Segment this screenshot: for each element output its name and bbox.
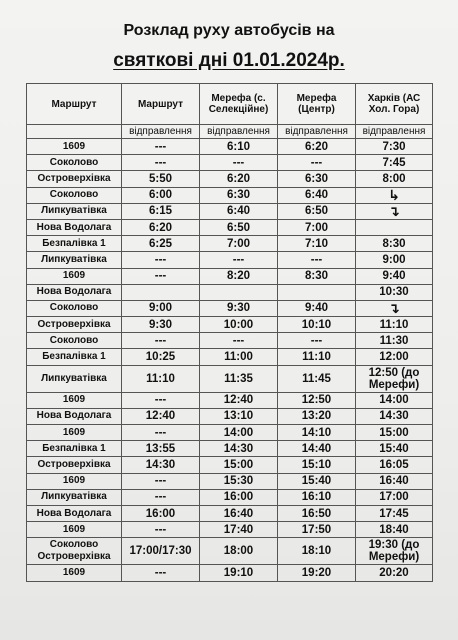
time-cell: --- [278, 155, 356, 171]
time-cell: 15:30 [200, 473, 278, 489]
time-cell: 16:50 [278, 505, 356, 521]
time-cell: 15:40 [278, 473, 356, 489]
schedule-body [27, 125, 433, 582]
time-cell: 9:00 [122, 300, 200, 316]
table-row [27, 300, 433, 316]
table-row [27, 187, 433, 203]
time-cell: --- [200, 155, 278, 171]
time-cell: 13:10 [200, 408, 278, 424]
time-cell: 14:30 [200, 441, 278, 457]
header-route: Маршрут [27, 84, 122, 125]
table-row [27, 365, 433, 392]
time-cell: 14:30 [122, 457, 200, 473]
time-cell: 16:10 [278, 489, 356, 505]
time-cell: 18:10 [278, 538, 356, 565]
time-cell: 17:40 [200, 522, 278, 538]
table-row [27, 505, 433, 521]
stop-cell: Островерхівка [27, 171, 122, 187]
stop-cell: Островерхівка [27, 317, 122, 333]
time-cell: 6:20 [122, 219, 200, 235]
table-row [27, 441, 433, 457]
time-cell: --- [122, 473, 200, 489]
time-cell: 8:00 [356, 171, 433, 187]
time-cell: 6:50 [200, 219, 278, 235]
time-cell: 19:10 [200, 565, 278, 581]
time-cell: --- [122, 252, 200, 268]
time-cell: 11:10 [278, 349, 356, 365]
stop-cell: Нова Водолага [27, 505, 122, 521]
time-cell: 16:00 [122, 505, 200, 521]
time-cell: 16:00 [200, 489, 278, 505]
table-row [27, 268, 433, 284]
time-cell: 14:30 [356, 408, 433, 424]
stop-cell: 1609 [27, 425, 122, 441]
time-cell [122, 284, 200, 300]
time-cell: 10:00 [200, 317, 278, 333]
time-cell: 11:10 [122, 365, 200, 392]
time-cell: --- [122, 268, 200, 284]
time-cell: 18:40 [356, 522, 433, 538]
time-cell: 7:45 [356, 155, 433, 171]
stop-cell: Липкуватівка [27, 365, 122, 392]
time-cell [200, 284, 278, 300]
stop-cell: Соколово [27, 155, 122, 171]
time-cell: 11:00 [200, 349, 278, 365]
time-cell: 6:15 [122, 203, 200, 219]
time-cell: 8:30 [278, 268, 356, 284]
time-cell: 6:20 [278, 139, 356, 155]
time-cell: 16:40 [200, 505, 278, 521]
table-row [27, 155, 433, 171]
stop-cell: Островерхівка [27, 457, 122, 473]
time-cell: 9:30 [122, 317, 200, 333]
time-cell: --- [200, 333, 278, 349]
time-cell: 13:55 [122, 441, 200, 457]
page-title: Розклад руху автобусів на [123, 22, 335, 39]
table-row [27, 392, 433, 408]
time-cell: --- [122, 139, 200, 155]
time-cell: ↴ [356, 300, 433, 316]
time-cell: 11:35 [200, 365, 278, 392]
time-cell: 10:25 [122, 349, 200, 365]
time-cell: ↴ [356, 203, 433, 219]
sub-header-row [27, 125, 433, 139]
table-row [27, 489, 433, 505]
stop-cell: Липкуватівка [27, 489, 122, 505]
table-row [27, 219, 433, 235]
time-cell: 19:20 [278, 565, 356, 581]
sub-header-cell: відправлення [200, 125, 278, 139]
time-cell: 12:00 [356, 349, 433, 365]
time-cell: 9:30 [200, 300, 278, 316]
time-cell: 10:30 [356, 284, 433, 300]
time-cell: 15:40 [356, 441, 433, 457]
time-cell: 9:40 [356, 268, 433, 284]
stop-cell: Нова Водолага [27, 408, 122, 424]
stop-cell: Соколово [27, 187, 122, 203]
time-cell: 11:30 [356, 333, 433, 349]
table-row [27, 349, 433, 365]
table-row [27, 522, 433, 538]
time-cell [356, 219, 433, 235]
stop-cell: Безпалівка 1 [27, 236, 122, 252]
time-cell: 6:50 [278, 203, 356, 219]
stop-cell: 1609 [27, 565, 122, 581]
time-cell: 12:50 [278, 392, 356, 408]
time-cell: 16:40 [356, 473, 433, 489]
time-cell: 12:40 [200, 392, 278, 408]
time-cell: 15:10 [278, 457, 356, 473]
stop-cell: 1609 [27, 392, 122, 408]
sub-header-cell: відправлення [278, 125, 356, 139]
header-row [27, 84, 433, 125]
time-cell: 19:30 (до Мерефи) [356, 538, 433, 565]
stop-cell: Соколово [27, 300, 122, 316]
table-row [27, 139, 433, 155]
stop-cell: 1609 [27, 139, 122, 155]
table-row [27, 284, 433, 300]
time-cell: 17:00/17:30 [122, 538, 200, 565]
stop-cell: Липкуватівка [27, 252, 122, 268]
table-row [27, 457, 433, 473]
time-cell: 14:10 [278, 425, 356, 441]
time-cell: 6:00 [122, 187, 200, 203]
time-cell: 6:10 [200, 139, 278, 155]
schedule-table [26, 83, 433, 582]
stop-cell: 1609 [27, 473, 122, 489]
table-row [27, 236, 433, 252]
header-merefa-center: Мерефа (Центр) [278, 84, 356, 125]
time-cell: 12:40 [122, 408, 200, 424]
time-cell: 6:25 [122, 236, 200, 252]
time-cell: 10:10 [278, 317, 356, 333]
sub-header-cell: відправлення [122, 125, 200, 139]
stop-cell: 1609 [27, 522, 122, 538]
time-cell: 7:00 [200, 236, 278, 252]
time-cell: 13:20 [278, 408, 356, 424]
time-cell: 6:30 [278, 171, 356, 187]
header-route-departure: Маршрут [122, 84, 200, 125]
time-cell: 16:05 [356, 457, 433, 473]
time-cell: 6:40 [200, 203, 278, 219]
stop-cell: Соколово [27, 333, 122, 349]
page-subtitle: святкові дні 01.01.2024р. [113, 50, 345, 71]
time-cell: 9:40 [278, 300, 356, 316]
sub-header-cell: відправлення [356, 125, 433, 139]
time-cell: 17:45 [356, 505, 433, 521]
time-cell: 6:30 [200, 187, 278, 203]
time-cell: --- [122, 392, 200, 408]
stop-cell: Нова Водолага [27, 219, 122, 235]
time-cell: --- [122, 155, 200, 171]
table-row [27, 425, 433, 441]
time-cell [278, 284, 356, 300]
stop-cell: Безпалівка 1 [27, 349, 122, 365]
table-row [27, 473, 433, 489]
time-cell: 14:40 [278, 441, 356, 457]
time-cell: 17:50 [278, 522, 356, 538]
time-cell: 18:00 [200, 538, 278, 565]
time-cell: 11:10 [356, 317, 433, 333]
table-row [27, 565, 433, 581]
time-cell: 5:50 [122, 171, 200, 187]
time-cell: 14:00 [200, 425, 278, 441]
stop-cell: Липкуватівка [27, 203, 122, 219]
time-cell: 12:50 (до Мерефи) [356, 365, 433, 392]
time-cell: --- [278, 333, 356, 349]
header-merefa-selektsiine: Мерефа (с. Селекційне) [200, 84, 278, 125]
table-row [27, 203, 433, 219]
stop-cell: 1609 [27, 268, 122, 284]
time-cell: 9:00 [356, 252, 433, 268]
time-cell: 6:40 [278, 187, 356, 203]
time-cell: --- [122, 565, 200, 581]
time-cell: 8:20 [200, 268, 278, 284]
time-cell: 7:10 [278, 236, 356, 252]
time-cell: 11:45 [278, 365, 356, 392]
time-cell: 15:00 [200, 457, 278, 473]
stop-cell: Нова Водолага [27, 284, 122, 300]
time-cell: 17:00 [356, 489, 433, 505]
table-row [27, 408, 433, 424]
time-cell: --- [278, 252, 356, 268]
time-cell: 15:00 [356, 425, 433, 441]
header-kharkiv: Харків (АС Хол. Гора) [356, 84, 433, 125]
table-row [27, 317, 433, 333]
table-row [27, 171, 433, 187]
time-cell: --- [122, 333, 200, 349]
time-cell: 7:30 [356, 139, 433, 155]
stop-cell: Соколово Островерхівка [27, 538, 122, 565]
time-cell: 8:30 [356, 236, 433, 252]
time-cell: --- [200, 252, 278, 268]
time-cell: 20:20 [356, 565, 433, 581]
time-cell: --- [122, 522, 200, 538]
table-row [27, 252, 433, 268]
sub-header-cell [27, 125, 122, 139]
time-cell: --- [122, 489, 200, 505]
stop-cell: Безпалівка 1 [27, 441, 122, 457]
table-row [27, 538, 433, 565]
time-cell: --- [122, 425, 200, 441]
time-cell: 14:00 [356, 392, 433, 408]
time-cell: 7:00 [278, 219, 356, 235]
table-row [27, 333, 433, 349]
time-cell: 6:20 [200, 171, 278, 187]
time-cell: ↳ [356, 187, 433, 203]
